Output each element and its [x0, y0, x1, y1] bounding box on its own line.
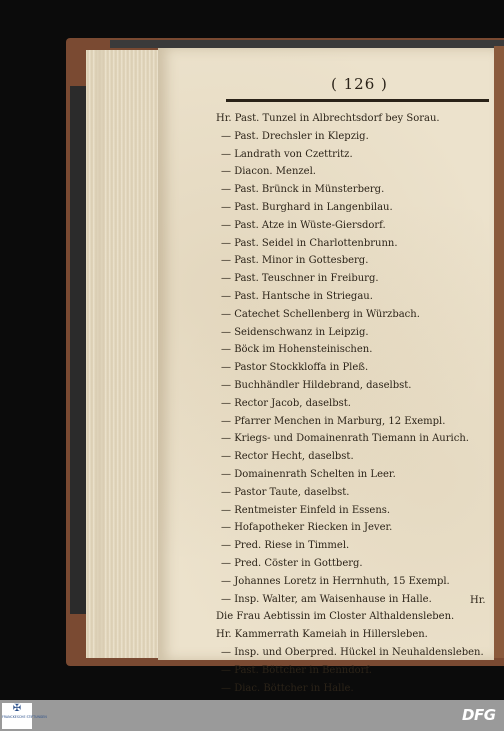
- entry-text: Diac. Böttcher in Halle.: [234, 682, 354, 694]
- list-entry: [216, 573, 490, 591]
- ditto-dash: —: [221, 468, 231, 480]
- entry-text: Hr. Kammerrath Kameiah in Hillersleben.: [216, 629, 428, 641]
- book-top-edge: [110, 40, 504, 48]
- list-entry: [216, 288, 490, 306]
- entry-text: Past. Drechsler in Klepzig.: [234, 130, 369, 142]
- book-cover-right-edge: [494, 46, 504, 658]
- catchword: Hr.: [470, 595, 486, 606]
- entry-text: Past. Minor in Gottesberg.: [234, 255, 369, 267]
- list-entry: [216, 217, 490, 235]
- entry-text: Pred. Cöster in Gottberg.: [234, 557, 363, 569]
- entry-text: Pastor Taute, daselbst.: [234, 486, 350, 498]
- list-entry: [216, 235, 490, 253]
- ditto-dash: —: [221, 255, 231, 267]
- entry-text: Pastor Stockkloffa in Pleß.: [234, 362, 369, 374]
- entry-text: Hr. Past. Tunzel in Albrechtsdorf bey Sorau.: [216, 113, 440, 124]
- ditto-dash: —: [221, 540, 231, 552]
- list-entry: [216, 324, 490, 342]
- ditto-dash: —: [221, 362, 231, 374]
- ditto-dash: —: [221, 593, 231, 605]
- list-entry: [216, 306, 490, 324]
- entry-text: Rector Jacob, daselbst.: [234, 397, 351, 409]
- dfg-logo[interactable]: DFG: [462, 706, 496, 724]
- ditto-dash: —: [221, 664, 231, 676]
- list-entry: [216, 466, 490, 484]
- header-rule: [226, 99, 489, 102]
- list-entry: [216, 555, 490, 573]
- list-entry: [216, 448, 490, 466]
- ditto-dash: —: [221, 379, 231, 391]
- list-entry: [216, 359, 490, 377]
- list-entry: [216, 163, 490, 181]
- list-entry: [216, 252, 490, 270]
- page-number: ( 126 ): [331, 75, 388, 93]
- ditto-dash: —: [221, 308, 231, 320]
- entry-text: Pfarrer Menchen in Marburg, 12 Exempl.: [234, 415, 446, 427]
- ditto-dash: —: [221, 219, 231, 231]
- francke-foundation-logo[interactable]: [2, 703, 47, 729]
- list-entry: [216, 395, 490, 413]
- entry-text: Diacon. Menzel.: [234, 166, 316, 178]
- list-entry: [216, 146, 490, 164]
- book-binding-edge: [70, 86, 86, 614]
- entry-text: Kriegs- und Domainenrath Tiemann in Aurich.: [234, 433, 469, 445]
- ditto-dash: —: [221, 415, 231, 427]
- viewer-footer-bar: [0, 700, 504, 731]
- ditto-dash: —: [221, 682, 231, 694]
- ditto-dash: —: [221, 522, 231, 534]
- list-entry: [216, 662, 490, 680]
- ditto-dash: —: [221, 237, 231, 249]
- ditto-dash: —: [221, 273, 231, 285]
- list-entry: [216, 537, 490, 555]
- ditto-dash: —: [221, 184, 231, 196]
- list-entry: [216, 591, 490, 609]
- entry-text: Catechet Schellenberg in Würzbach.: [234, 308, 420, 320]
- list-entry: [216, 608, 490, 626]
- list-entry: [216, 110, 490, 128]
- entry-text: Böck im Hohensteinischen.: [234, 344, 373, 356]
- ditto-dash: —: [221, 557, 231, 569]
- list-entry: [216, 626, 490, 644]
- entry-text: Seidenschwanz in Leipzig.: [234, 326, 369, 338]
- entry-text: Past. Hantsche in Striegau.: [234, 290, 373, 302]
- ditto-dash: —: [221, 646, 231, 658]
- francke-logo-icon: ✠: [12, 703, 22, 714]
- list-entry: [216, 413, 490, 431]
- entry-text: Past. Teuschner in Freiburg.: [234, 273, 379, 285]
- ditto-dash: —: [221, 433, 231, 445]
- ditto-dash: —: [221, 290, 231, 302]
- ditto-dash: —: [221, 451, 231, 463]
- ditto-dash: —: [221, 575, 231, 587]
- entry-text: Insp. und Oberpred. Hückel in Neuhaldensleben.: [234, 646, 484, 658]
- ditto-dash: —: [221, 148, 231, 160]
- entry-text: Buchhändler Hildebrand, daselbst.: [234, 379, 412, 391]
- entry-text: Die Frau Aebtissin im Closter Althaldensleben.: [216, 611, 455, 623]
- entry-text: Rentmeister Einfeld in Essens.: [234, 504, 391, 516]
- list-entry: [216, 377, 490, 395]
- subscriber-list: [216, 110, 490, 697]
- list-entry: [216, 680, 490, 698]
- list-entry: [216, 199, 490, 217]
- list-entry: [216, 270, 490, 288]
- ditto-dash: —: [221, 486, 231, 498]
- entry-text: Insp. Walter, am Waisenhause in Halle.: [234, 593, 432, 605]
- page-stack-shadow: [96, 50, 104, 658]
- list-entry: [216, 502, 490, 520]
- entry-text: Past. Brünck in Münsterberg.: [234, 184, 385, 196]
- entry-text: Past. Seidel in Charlottenbrunn.: [234, 237, 398, 249]
- list-entry: [216, 644, 490, 662]
- ditto-dash: —: [221, 201, 231, 213]
- ditto-dash: —: [221, 326, 231, 338]
- list-entry: [216, 430, 490, 448]
- ditto-dash: —: [221, 504, 231, 516]
- ditto-dash: —: [221, 130, 231, 142]
- entry-text: Past. Atze in Wüste-Giersdorf.: [234, 219, 386, 231]
- entry-text: Landrath von Czettritz.: [234, 148, 353, 160]
- entry-text: Pred. Riese in Timmel.: [234, 540, 350, 552]
- ditto-dash: —: [221, 344, 231, 356]
- entry-text: Hofapotheker Riecken in Jever.: [234, 522, 393, 534]
- list-entry: [216, 181, 490, 199]
- list-entry: [216, 519, 490, 537]
- list-entry: [216, 484, 490, 502]
- list-entry: [216, 341, 490, 359]
- ditto-dash: —: [221, 166, 231, 178]
- entry-text: Rector Hecht, daselbst.: [234, 451, 354, 463]
- list-entry: [216, 128, 490, 146]
- entry-text: Past. Burghard in Langenbilau.: [234, 201, 393, 213]
- entry-text: Johannes Loretz in Herrnhuth, 15 Exempl.: [234, 575, 450, 587]
- entry-text: Domainenrath Schelten in Leer.: [234, 468, 396, 480]
- francke-logo-text: FRANCKESCHE STIFTUNGEN: [2, 715, 47, 719]
- ditto-dash: —: [221, 397, 231, 409]
- entry-text: Past. Böttcher in Benndorf.: [234, 664, 372, 676]
